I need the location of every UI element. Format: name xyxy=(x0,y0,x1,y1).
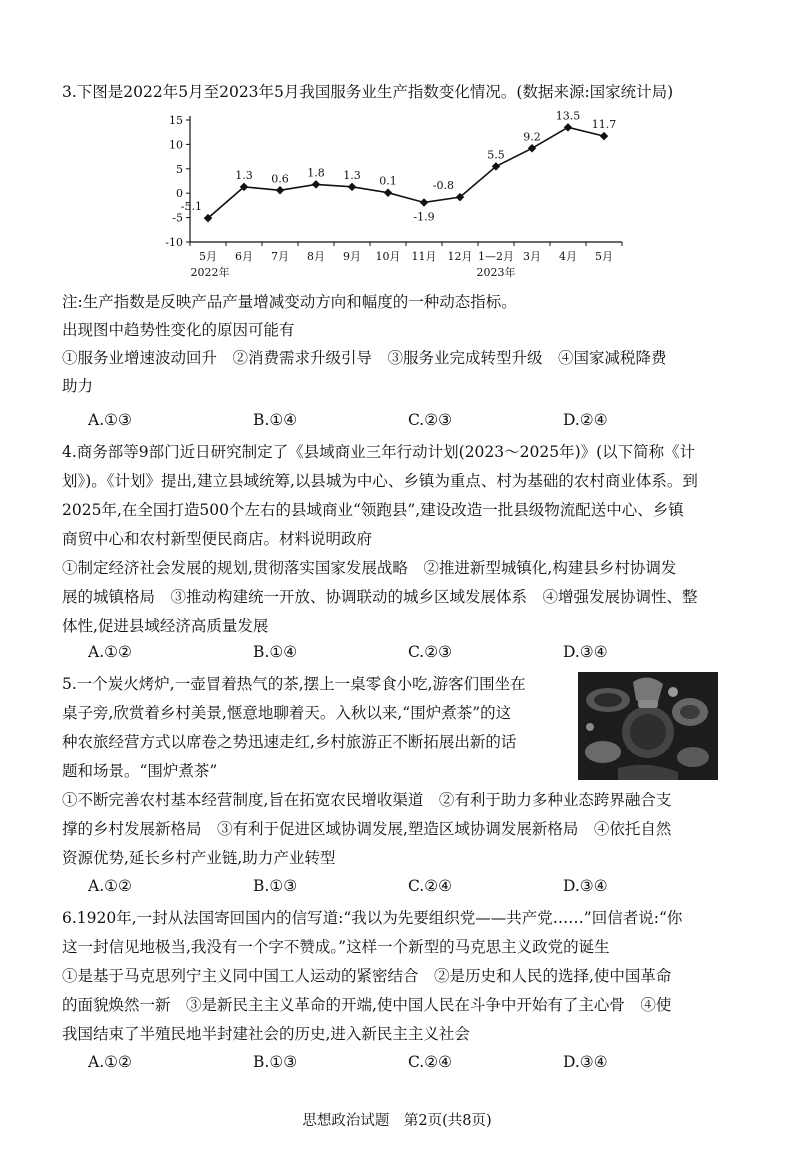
x-tick-label: 11月 xyxy=(411,250,437,263)
q5-options xyxy=(88,874,728,898)
x-tick-label: 1—2月 xyxy=(478,250,514,263)
page-footer: 思想政治试题 第2页(共8页) xyxy=(302,1113,492,1129)
data-point xyxy=(384,188,392,196)
q6-statements-3: 我国结束了半殖民地半封建社会的历史,进入新民主主义社会 xyxy=(62,1025,470,1043)
q4-statements-2: 展的城镇格局 ③推动构建统一开放、协调联动的城乡区域发展体系 ④增强发展协调性、整 xyxy=(62,588,698,606)
data-label: -0.8 xyxy=(432,179,454,193)
data-point xyxy=(420,198,428,206)
x-tick-label: 9月 xyxy=(343,250,361,263)
data-label: 1.3 xyxy=(343,168,361,182)
q4-line-1: 4.商务部等9部门近日研究制定了《县域商业三年行动计划(2023～2025年)》(以下简称《计 xyxy=(62,443,696,461)
q6-statements-1: ①是基于马克思列宁主义同中国工人运动的紧密结合 ②是历史和人民的选择,使中国革命 xyxy=(62,967,672,985)
q6-statements-2: 的面貌焕然一新 ③是新民主主义革命的开端,使中国人民在斗争中开始有了主心骨 ④使 xyxy=(62,996,672,1014)
x-tick-label: 7月 xyxy=(271,250,289,263)
q6-option-c[interactable]: C.②④ xyxy=(408,1053,453,1071)
series-line xyxy=(208,127,604,218)
x-tick-label: 4月 xyxy=(559,250,577,263)
q5-statements-2: 撑的乡村发展新格局 ③有利于促进区域协调发展,塑造区域协调发展新格局 ④依托自然 xyxy=(62,820,672,838)
q5-line-3: 种农旅经营方式以席卷之势迅速走红,乡村旅游正不断拓展出新的话 xyxy=(62,733,517,751)
y-tick-label: -5 xyxy=(172,211,183,225)
q5-option-c[interactable]: C.②④ xyxy=(408,877,453,895)
x-tick-label: 12月 xyxy=(447,250,473,263)
q5-option-d[interactable]: D.③④ xyxy=(563,877,608,895)
q5-option-a[interactable]: A.①② xyxy=(88,877,132,895)
data-label: 0.1 xyxy=(379,174,397,188)
q3-statements-line-1: ①服务业增速波动回升 ②消费需求升级引导 ③服务业完成转型升级 ④国家减税降费 xyxy=(62,349,667,368)
y-tick-label: 0 xyxy=(176,187,183,201)
x-tick-label: 5月 xyxy=(595,250,613,263)
data-label: 5.5 xyxy=(487,148,505,162)
q3-option-d[interactable]: D.②④ xyxy=(563,411,608,429)
q3-question: 出现图中趋势性变化的原因可能有 xyxy=(62,321,295,340)
q3-statements-line-2: 助力 xyxy=(62,377,94,396)
y-tick-label: 10 xyxy=(169,138,183,152)
x-tick-label: 5月 xyxy=(199,250,217,263)
data-point xyxy=(600,132,608,140)
x-tick-label: 10月 xyxy=(375,250,401,263)
year-label-2022: 2022年 xyxy=(190,266,230,279)
tea-stove-photo xyxy=(578,672,718,780)
x-tick-label: 8月 xyxy=(307,250,325,263)
data-label: 1.3 xyxy=(235,168,253,182)
q3-note: 注:生产指数是反映产品产量增减变动方向和幅度的一种动态指标。 xyxy=(62,293,517,311)
q4-statements-1: ①制定经济社会发展的规划,贯彻落实国家发展战略 ②推进新型城镇化,构建县乡村协调发 xyxy=(62,559,677,577)
question-5 xyxy=(62,670,572,786)
question-3-stem xyxy=(62,80,732,104)
q4-line-4: 商贸中心和农村新型便民商店。材料说明政府 xyxy=(62,530,373,548)
question-6 xyxy=(62,904,732,1049)
y-tick-label: 5 xyxy=(176,162,183,176)
q4-option-d[interactable]: D.③④ xyxy=(563,643,608,661)
q5-line-4: 题和场景。“围炉煮茶” xyxy=(62,762,218,780)
data-point xyxy=(312,180,320,188)
q4-options xyxy=(88,640,728,664)
q6-option-b[interactable]: B.①③ xyxy=(253,1053,298,1071)
q3-options xyxy=(88,408,728,432)
data-label: -5.1 xyxy=(180,200,202,214)
data-label: 0.6 xyxy=(271,172,289,186)
q6-options xyxy=(88,1050,728,1074)
q6-line-1: 6.1920年,一封从法国寄回国内的信写道:“我以为先要组织党——共产党……”回信者说:“你 xyxy=(62,909,683,927)
q5-line-1: 5.一个炭火烤炉,一壶冒着热气的茶,摆上一桌零食小吃,游客们围坐在 xyxy=(62,675,526,693)
question-3-body xyxy=(62,290,732,398)
data-point xyxy=(276,186,284,194)
y-tick-label: 15 xyxy=(169,114,183,127)
data-label: 1.8 xyxy=(307,166,325,180)
data-label: -1.9 xyxy=(413,210,435,224)
service-index-line-chart xyxy=(160,108,630,288)
q5-statements-1: ①不断完善农村基本经营制度,旨在拓宽农民增收渠道 ②有利于助力多种业态跨界融合支 xyxy=(62,791,672,809)
x-tick-label: 3月 xyxy=(523,250,541,263)
data-point xyxy=(528,144,536,152)
q5-option-b[interactable]: B.①③ xyxy=(253,877,298,895)
q3-stem-text: 3.下图是2022年5月至2023年5月我国服务业生产指数变化情况。(数据来源:国家统计局) xyxy=(62,83,674,101)
question-4 xyxy=(62,438,732,641)
data-label: 9.2 xyxy=(523,130,541,144)
chart-series xyxy=(181,109,616,223)
q4-option-b[interactable]: B.①④ xyxy=(253,643,298,661)
q4-option-a[interactable]: A.①② xyxy=(88,643,132,661)
q4-line-2: 划》)。《计划》提出,建立县域统筹,以县城为中心、乡镇为重点、村为基础的农村商业体系。到 xyxy=(62,472,698,490)
data-point xyxy=(564,123,572,131)
y-tick-label: -10 xyxy=(165,236,183,249)
q5-line-2: 桌子旁,欣赏着乡村美景,惬意地聊着天。入秋以来,“围炉煮茶”的这 xyxy=(62,704,512,722)
q3-option-a[interactable]: A.①③ xyxy=(88,411,132,429)
data-point xyxy=(348,183,356,191)
q6-line-2: 这一封信见地极当,我没有一个字不赞成。”这样一个新型的马克思主义政党的诞生 xyxy=(62,938,610,956)
q5-statements-3: 资源优势,延长乡村产业链,助力产业转型 xyxy=(62,849,336,867)
q3-option-b[interactable]: B.①④ xyxy=(253,411,298,429)
data-label: 11.7 xyxy=(591,118,617,132)
q4-line-3: 2025年,在全国打造500个左右的县域商业“领跑县”,建设改造一批县级物流配送中心、乡镇 xyxy=(62,501,684,519)
q4-statements-3: 体性,促进县域经济高质量发展 xyxy=(62,617,269,635)
q6-option-a[interactable]: A.①② xyxy=(88,1053,132,1071)
question-5-statements xyxy=(62,786,732,873)
data-label: 13.5 xyxy=(555,109,581,123)
q3-option-c[interactable]: C.②③ xyxy=(408,411,453,429)
x-tick-label: 6月 xyxy=(235,250,253,263)
q6-option-d[interactable]: D.③④ xyxy=(563,1053,608,1071)
q4-option-c[interactable]: C.②③ xyxy=(408,643,453,661)
year-label-2023: 2023年 xyxy=(476,266,516,279)
